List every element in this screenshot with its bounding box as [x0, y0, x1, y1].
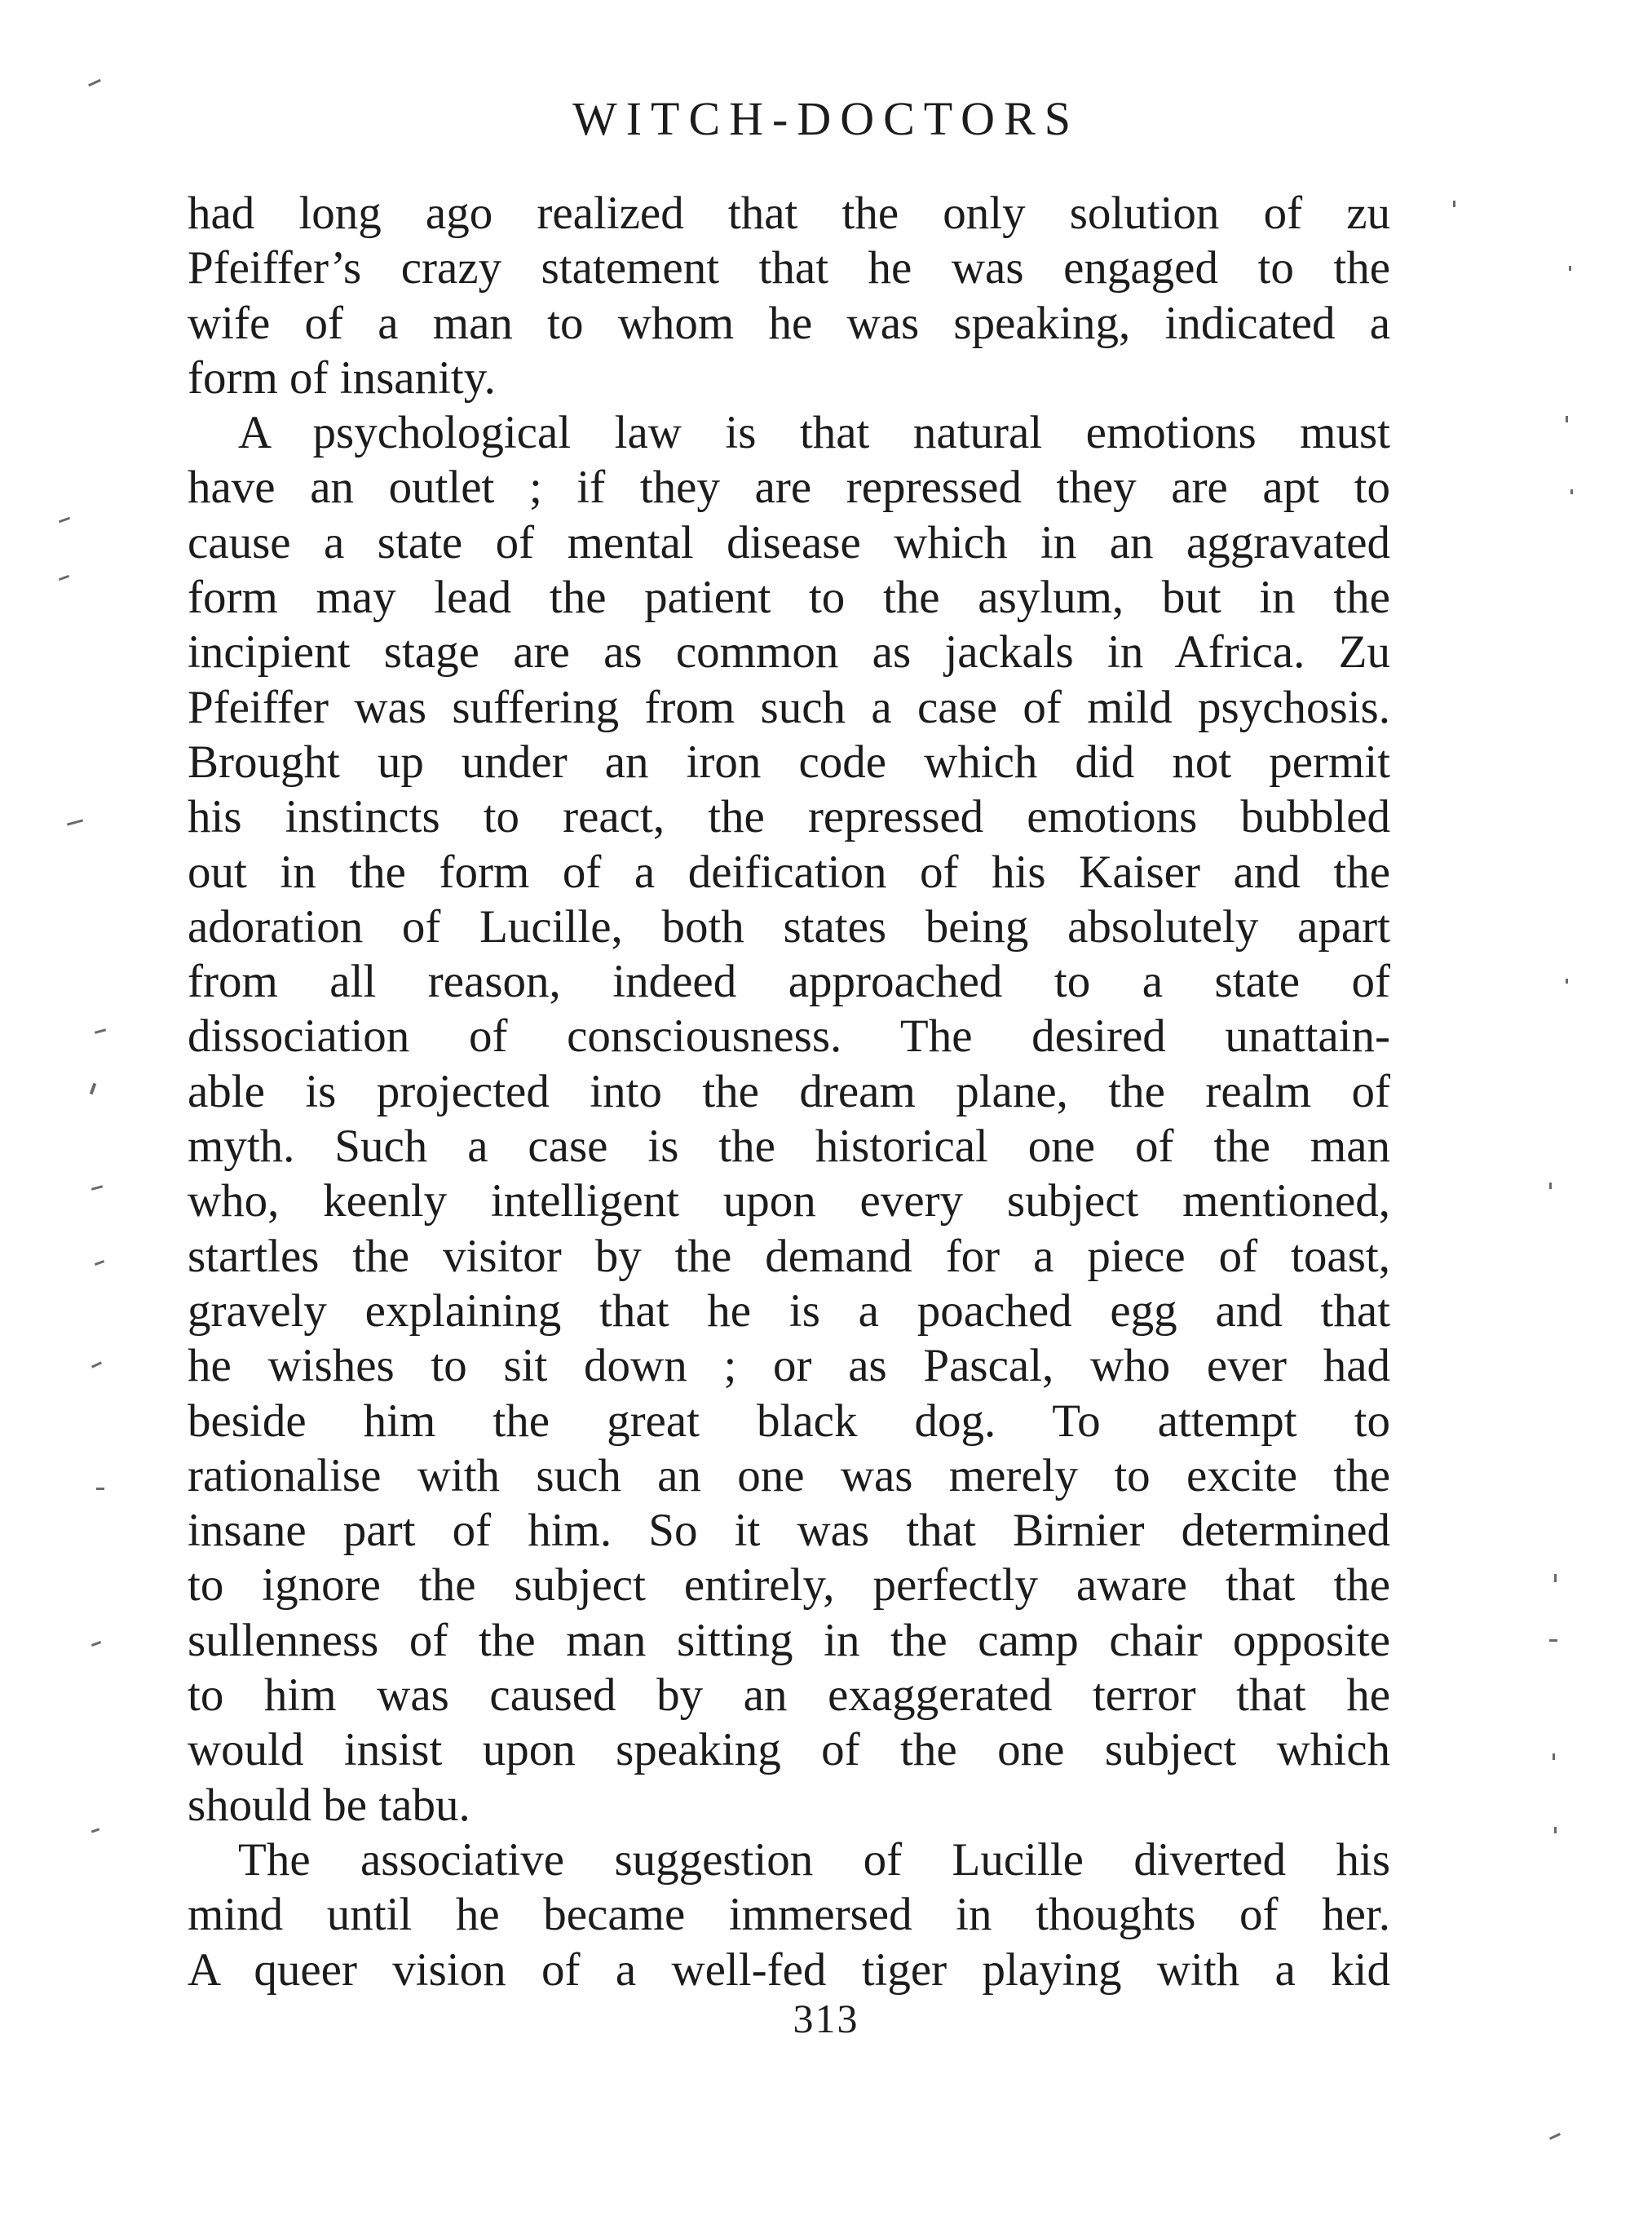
page-number: 313	[793, 1996, 859, 2041]
text-line: have an outlet ; if they are repressed they are apt to	[188, 462, 1390, 514]
scan-mark	[1554, 1574, 1557, 1582]
text-line: from all reason, indeed approached to a state of	[188, 956, 1390, 1008]
text-line: Pfeiffer’s crazy statement that he was engaged to the	[188, 242, 1390, 294]
scan-mark	[1569, 266, 1571, 271]
scan-mark	[1453, 201, 1455, 207]
text-line: insane part of him. So it was that Birnier determined	[188, 1505, 1390, 1557]
text-line: would insist upon speaking of the one subject which	[188, 1724, 1390, 1776]
text-line: incipient stage are as common as jackals in Africa. Zu	[188, 626, 1390, 679]
text-line: to ignore the subject entirely, perfectly aware that the	[188, 1559, 1390, 1612]
scan-mark	[1553, 1753, 1555, 1760]
text-line: cause a state of mental disease which in an aggravated	[188, 516, 1390, 568]
scan-mark	[90, 1083, 97, 1095]
scan-mark	[91, 1361, 102, 1368]
text-line: had long ago realized that the only solution of zu	[188, 188, 1390, 239]
scan-mark	[91, 1185, 103, 1191]
text-line: to him was caused by an exaggerated terror that he	[188, 1669, 1390, 1722]
scan-mark	[95, 1260, 104, 1266]
text-line: his instincts to react, the repressed emotions bubbled	[188, 791, 1390, 843]
text-line: A queer vision of a well-fed tiger playing with a kid	[188, 1943, 1390, 1996]
text-line: adoration of Lucille, both states being absolutely apart	[188, 900, 1390, 953]
text-line: gravely explaining that he is a poached egg and that	[188, 1284, 1390, 1337]
scan-mark	[1566, 979, 1568, 984]
text-line: sullenness of the man sitting in the camp chair opposite	[188, 1614, 1390, 1666]
text-line: form may lead the patient to the asylum, but in the	[188, 572, 1390, 624]
scan-mark	[1570, 489, 1573, 494]
text-line: wife of a man to whom he was speaking, indicated a	[188, 297, 1390, 349]
scan-mark	[1549, 1639, 1557, 1642]
scan-mark	[59, 517, 70, 524]
scan-mark	[91, 1828, 99, 1833]
text-line: who, keenly intelligent upon every subject mentioned,	[188, 1175, 1390, 1227]
text-line: out in the form of a deification of his Kaiser and the	[188, 846, 1390, 898]
scan-mark	[1554, 1827, 1557, 1833]
scan-mark	[1566, 416, 1568, 422]
text-line: The associative suggestion of Lucille diverted his	[238, 1833, 1390, 1886]
scan-mark	[91, 1641, 101, 1647]
text-line: Pfeiffer was suffering from such a case of mild psychosis.	[188, 681, 1390, 733]
text-line: A psychological law is that natural emotions must	[238, 407, 1390, 459]
text-line: able is projected into the dream plane, the realm of	[188, 1065, 1390, 1117]
scan-mark	[1549, 2133, 1561, 2140]
text-line: form of insanity.	[188, 352, 496, 404]
text-line: mind until he became immersed in thoughts of her.	[188, 1889, 1390, 1941]
text-line: he wishes to sit down ; or as Pascal, who ever had	[188, 1340, 1390, 1392]
text-line: should be tabu.	[188, 1779, 470, 1831]
text-line: Brought up under an iron code which did not permit	[188, 736, 1390, 788]
text-line: rationalise with such an one was merely to excite the	[188, 1449, 1390, 1501]
text-line: startles the visitor by the demand for a piece of toast,	[188, 1230, 1390, 1282]
scan-mark	[95, 1028, 106, 1034]
scan-mark	[1549, 1183, 1552, 1189]
scan-mark	[96, 1488, 104, 1490]
text-line: beside him the great black dog. To attempt to	[188, 1395, 1390, 1447]
scan-mark	[59, 575, 69, 581]
body-text	[188, 186, 1390, 1997]
scan-mark	[67, 819, 83, 825]
text-line: myth. Such a case is the historical one of the man	[188, 1121, 1390, 1173]
scan-mark	[88, 79, 101, 86]
text-line: dissociation of consciousness. The desired unattain-	[188, 1010, 1390, 1063]
running-head: WITCH-DOCTORS	[572, 92, 1080, 145]
